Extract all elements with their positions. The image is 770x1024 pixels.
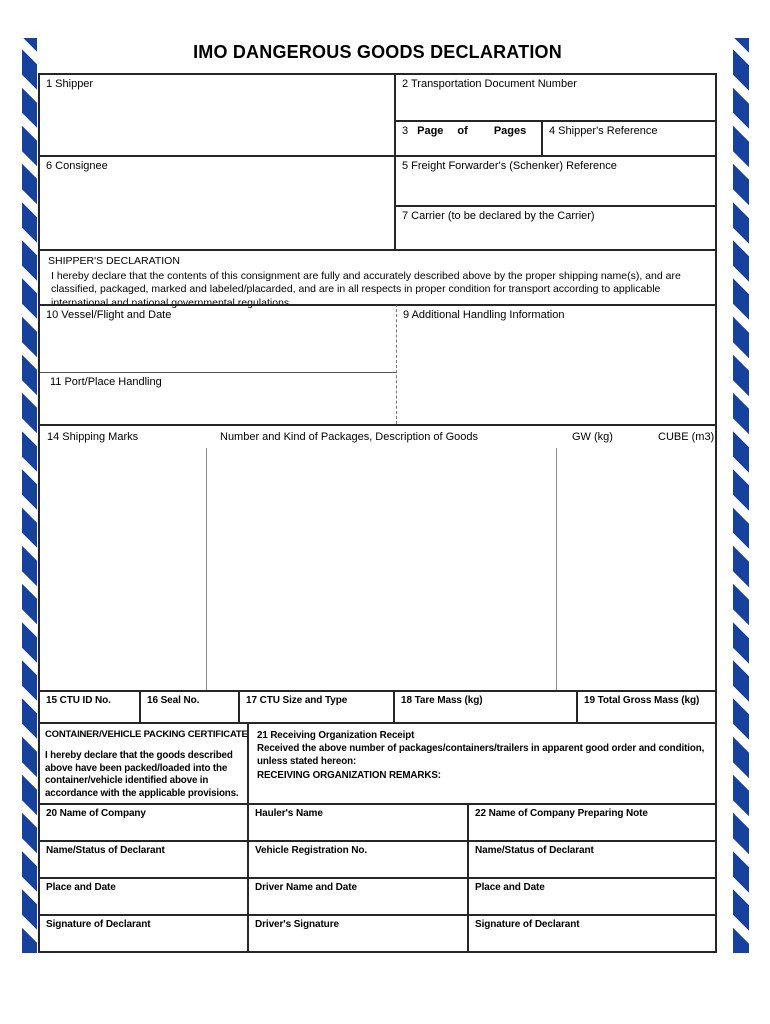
field-signature-declarant-left[interactable] [40, 914, 249, 951]
field-vehicle-registration-label: Vehicle Registration No. [255, 845, 368, 856]
field-total-gross-mass[interactable] [578, 690, 715, 722]
field-total-gross-mass-label: 19 Total Gross Mass (kg) [584, 695, 700, 706]
goods-table-divider-2 [556, 448, 557, 692]
page-number-label: 3 [402, 125, 409, 137]
receiving-receipt-line1: Received the above number of packages/containers/trailers in apparent good order and condition, [257, 743, 705, 755]
field-carrier[interactable] [396, 205, 715, 249]
field-ctu-size-type-label: 17 CTU Size and Type [246, 695, 348, 706]
field-signature-declarant-right[interactable] [469, 914, 715, 951]
hazard-stripe-left [22, 38, 37, 953]
field-ctu-id-label: 15 CTU ID No. [46, 695, 111, 706]
shippers-declaration-title: SHIPPER'S DECLARATION [48, 255, 180, 267]
field-haulers-name-label: Hauler's Name [255, 808, 323, 819]
field-name-of-company[interactable] [40, 803, 249, 840]
field-seal-no[interactable] [141, 690, 240, 722]
field-seal-no-label: 16 Seal No. [147, 695, 200, 706]
field-driver-name-date[interactable] [249, 877, 469, 914]
field-port-place-handling[interactable] [40, 372, 396, 424]
field-signature-declarant-right-label: Signature of Declarant [475, 919, 580, 930]
field-drivers-signature-label: Driver's Signature [255, 919, 339, 930]
field-place-date-right[interactable] [469, 877, 715, 914]
packages-description-header: Number and Kind of Packages, Description of Goods [220, 431, 479, 443]
field-ctu-id[interactable] [40, 690, 141, 722]
field-company-preparing-note-label: 22 Name of Company Preparing Note [475, 808, 648, 819]
field-additional-handling-information-label: 9 Additional Handling Information [403, 309, 565, 321]
field-driver-name-date-label: Driver Name and Date [255, 882, 357, 893]
field-haulers-name[interactable] [249, 803, 469, 840]
field-shippers-reference[interactable] [543, 120, 715, 155]
field-consignee-label: 6 Consignee [46, 160, 108, 172]
field-declarant-name-status-right[interactable] [469, 840, 715, 877]
goods-table[interactable] [40, 424, 715, 690]
field-shipper-label: 1 Shipper [46, 78, 94, 90]
field-port-place-handling-label: 11 Port/Place Handling [50, 376, 162, 388]
field-drivers-signature[interactable] [249, 914, 469, 951]
field-additional-handling-information[interactable] [396, 304, 715, 424]
receiving-receipt-title: 21 Receiving Organization Receipt [257, 730, 415, 741]
field-place-date-right-label: Place and Date [475, 882, 545, 893]
field-freight-forwarder-reference[interactable] [396, 155, 715, 205]
field-company-preparing-note[interactable] [469, 803, 715, 840]
field-place-date-left[interactable] [40, 877, 249, 914]
field-tare-mass-label: 18 Tare Mass (kg) [401, 695, 483, 706]
field-tare-mass[interactable] [395, 690, 578, 722]
pages-label: Pages [493, 125, 527, 137]
cube-header: CUBE (m3) [658, 431, 715, 443]
packing-certificate-title: CONTAINER/VEHICLE PACKING CERTIFICATE [45, 729, 248, 740]
field-shipper[interactable] [40, 75, 396, 155]
field-declarant-name-status-left-label: Name/Status of Declarant [46, 845, 165, 856]
field-vehicle-registration[interactable] [249, 840, 469, 877]
gw-header: GW (kg) [572, 431, 613, 443]
field-consignee[interactable] [40, 155, 396, 249]
field-declarant-name-status-right-label: Name/Status of Declarant [475, 845, 594, 856]
goods-table-divider-1 [206, 448, 207, 692]
packing-certificate-section [40, 722, 249, 803]
field-declarant-name-status-left[interactable] [40, 840, 249, 877]
field-place-date-left-label: Place and Date [46, 882, 116, 893]
receiving-receipt-remarks: RECEIVING ORGANIZATION REMARKS: [257, 769, 441, 781]
of-label: of [457, 125, 468, 137]
field-signature-declarant-left-label: Signature of Declarant [46, 919, 151, 930]
field-freight-forwarder-reference-label: 5 Freight Forwarder's (Schenker) Reference [402, 160, 617, 172]
receiving-receipt-line2: unless stated hereon: [257, 756, 357, 768]
page-label: Page [417, 125, 444, 137]
receiving-receipt-section[interactable] [249, 722, 715, 803]
declaration-form [38, 73, 717, 953]
packing-certificate-text: I hereby declare that the goods described above have been packed/loaded into the container/vehicle identified above in accordance with the applicable provisions. [45, 749, 239, 800]
page-title: IMO DANGEROUS GOODS DECLARATION [193, 42, 562, 62]
hazard-stripe-right [733, 38, 749, 953]
shipping-marks-header: 14 Shipping Marks [47, 431, 139, 443]
shippers-declaration-section [40, 249, 715, 309]
field-carrier-label: 7 Carrier (to be declared by the Carrier) [402, 210, 595, 222]
field-transport-document-number-label: 2 Transportation Document Number [402, 78, 577, 90]
field-page-of-pages[interactable] [396, 120, 543, 155]
field-ctu-size-type[interactable] [240, 690, 395, 722]
field-shippers-reference-label: 4 Shipper's Reference [549, 125, 658, 137]
field-name-of-company-label: 20 Name of Company [46, 808, 146, 819]
field-vessel-flight-date-label: 10 Vessel/Flight and Date [46, 309, 172, 321]
shippers-declaration-text: I hereby declare that the contents of this consignment are fully and accurately described above by the proper shipping name(s), and are classified, packaged, marked and labeled/placarded, and are in all respects in proper condition for transport according to applicable international and national governmental regulations. [51, 269, 681, 309]
field-vessel-flight-date[interactable] [40, 304, 396, 372]
field-transport-document-number[interactable] [396, 75, 715, 120]
